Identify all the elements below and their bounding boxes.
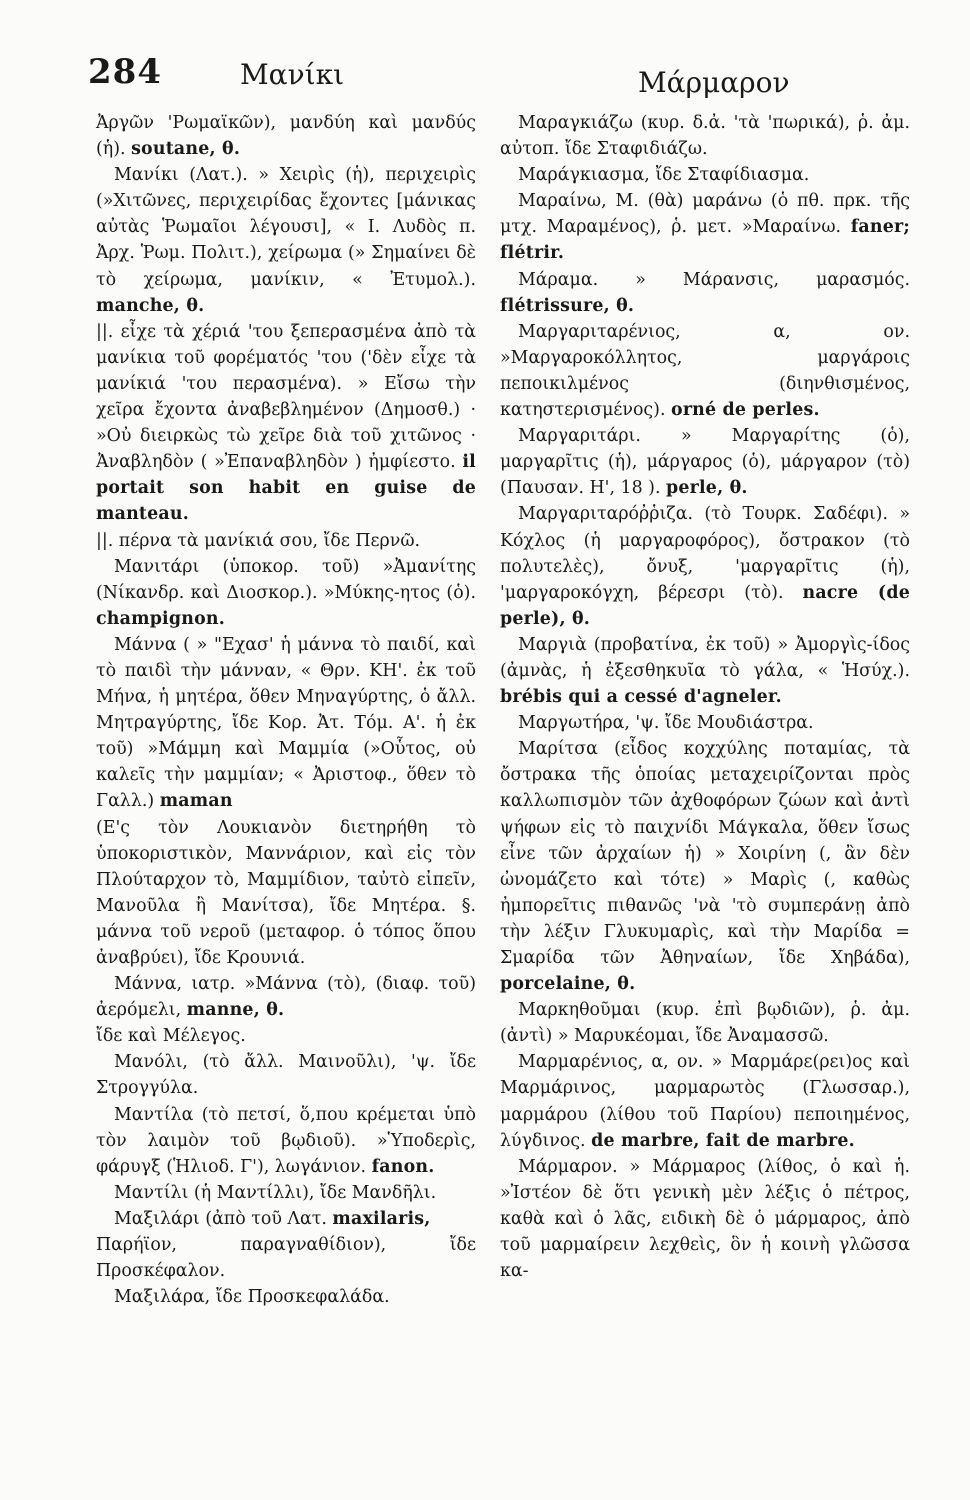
- dictionary-entry: [96, 1023, 476, 1049]
- entry-text: Παρήϊον, παραγναθίδιον), ἴδε Προσκέφαλον.: [96, 1235, 476, 1282]
- french-gloss: fanon.: [371, 1156, 435, 1177]
- dictionary-entry: [96, 319, 476, 528]
- dictionary-entry: [500, 997, 910, 1049]
- entry-text: Μαρίτσα (εἶδος κοχχύλης ποταμίας, τὰ ὄστρακα τῆς ὁποίας μεταχειρίζονται πρὸς καλλωπισμὸν τῶν ἀχθοφόρων ζώων καὶ ἀντὶ ψήφων εἰς τὸ παιχνίδι Μάγκαλα, ὅθεν ἴσως εἶνε τῶν ἀρχαίων ἡ) » Χοιρίνη (, ἂν δὲν ὠνομάζετο καὶ τότε) » Μαρὶς (, καθὼς ἠμπορεῖτις πιθανῶς 'νὰ 'τὸ συμπεράνῃ ἀπὸ τὴν λέξιν Γλυκυμαρὶς, καὶ τὴν Μαρίδα = Σμαρίδα τῶν Ἀθηναίων, ἴδε Χηβάδα),: [500, 739, 910, 968]
- dictionary-entry: [96, 1284, 476, 1310]
- entry-text: ἴδε καὶ Μέλεγος.: [96, 1026, 246, 1047]
- french-gloss: flétrissure, θ.: [500, 295, 635, 316]
- entry-text: Μαρκηθοῦμαι (κυρ. ἐπὶ βῳδιῶν), ῥ. ἀμ. (ἀντὶ) » Μαρυκέομαι, ἴδε Ἀναμασσῶ.: [500, 1000, 910, 1047]
- entry-text: Μαξιλάρα, ἴδε Προσκεφαλάδα.: [114, 1287, 390, 1308]
- entry-text: Μάννα ( » "Εχασ' ἡ μάννα τὸ παιδί, καὶ τὸ παιδὶ τὴν μάνναν, « Θρν. ΚΗ'. ἐκ τοῦ Μήνα, ἡ μητέρα, ὅθεν Μηναγύρτης, ὁ ἄλλ. Μητραγύρτης, ἴδε Κορ. Ἀτ. Τόμ. Α'. ἡ ἐκ τοῦ) »Μάμμη καὶ Μαμμία (»Οὗτος, οὐ καλεῖς τὴν μαμμίαν; « Ἀριστοφ., ὅθεν τὸ Γαλλ.): [96, 634, 476, 812]
- french-gloss: manche, θ.: [96, 295, 205, 316]
- french-gloss: perle, θ.: [666, 478, 748, 499]
- entry-text: Μανόλι, (τὸ ἄλλ. Μαινοῦλι), 'ψ. ἴδε Στρογγύλα.: [96, 1052, 476, 1099]
- entry-text: Μαργαριταρένιος, α, ον. »Μαργαροκόλλητος, μαργάροις πεποικιλμένος (διηνθισμένος, κατηστερισμένος).: [500, 321, 910, 421]
- dictionary-entry: [500, 188, 910, 266]
- entry-text: Μαξιλάρι (ἀπὸ τοῦ Λατ.: [114, 1208, 327, 1229]
- page-header: [0, 0, 970, 110]
- right-running-head: Μάρμαρον: [638, 66, 790, 99]
- dictionary-entry: [96, 554, 476, 632]
- dictionary-entry: [96, 162, 476, 319]
- left-running-head: Μανίκι: [240, 58, 345, 91]
- page-number: 284: [88, 52, 162, 92]
- dictionary-entry: [96, 971, 476, 1023]
- dictionary-entry: [96, 1102, 476, 1180]
- entry-text: Ἀργῶν 'Ρωμαϊκῶν), μανδύη καὶ μανδύς (ἡ).: [96, 113, 476, 160]
- entry-text: Μάραμα. » Μάρανσις, μαρασμός.: [518, 269, 910, 290]
- dictionary-entry: [96, 528, 476, 554]
- entry-text: Μαντίλα (τὸ πετσί, ὅ,που κρέμεται ὑπὸ τὸν λαιμὸν τοῦ βῳδιοῦ). »Ὑποδερὶς, φάρυγξ (Ἡλιοδ. Γ'), λωγάνιον.: [96, 1104, 476, 1177]
- french-gloss: maxilaris,: [332, 1208, 431, 1229]
- entry-text: Μαρμαρένιος, α, ον. » Μαρμάρε(ρει)ος καὶ Μαρμάρινος, μαρμαρωτὸς (Γλωσσαρ.), μαρμάρου (λίθου τοῦ Παρίου) πεποιημένος, λύγδινος.: [500, 1052, 910, 1151]
- french-gloss: manne, θ.: [186, 1000, 285, 1021]
- dictionary-entry: [500, 632, 910, 710]
- dictionary-entry: [500, 267, 910, 319]
- entry-text: Μαραγκιάζω (κυρ. δ.ἀ. 'τὰ 'πωρικά), ῥ. ἀμ. αὐτοπ. ἴδε Σταφιδιάζω.: [500, 113, 910, 160]
- dictionary-entry: [96, 1049, 476, 1101]
- entry-text: Μανίκι (Λατ.). » Χειρὶς (ἡ), περιχειρὶς (»Χιτῶνες, περιχειρίδας ἔχοντες [μάνικας αὐτὰς Ῥωμαῖοι λέγουσι], « Ι. Λυδὸς π. Ἀρχ. Ῥωμ. Πολιτ.), χείρωμα (» Σημαίνει δὲ τὸ χείρωμα, μανίκιν, « Ἐτυμολ.).: [96, 165, 476, 290]
- entry-text: Μαντίλι (ἡ Μαντίλλι), ἴδε Μανδῆλι.: [114, 1182, 437, 1203]
- entry-text: Μαργαριταρόῤῥιζα. (τὸ Τουρκ. Σαδέφι). » Κόχλος (ἡ μαργαροφόρος), ὄστρακον (τὸ πολυτελὲς), ὄνυξ, 'μαργαρῖτις (ἡ), 'μαργαροκόγχη, βέρεσρι (τὸ).: [500, 504, 910, 603]
- dictionary-entry: [96, 815, 476, 972]
- dictionary-entry: [96, 1180, 476, 1206]
- dictionary-entry: [96, 110, 476, 162]
- dictionary-entry: [96, 1206, 476, 1232]
- entry-text: (Ε'ς τὸν Λουκιανὸν διετηρήθη τὸ ὑποκοριστικὸν, Μαννάριον, καὶ εἰς τὸν Πλούταρχον τὸ, Μαμμίδιον, ταὐτὸ εἰπεῖν, Μανοῦλα ἢ Μανίτσα), ἴδε Μητέρα. §. μάννα τοῦ νεροῦ (μεταφορ. ὁ τόπος ὅπου ἀναβρύει), ἴδε Κρουνιά.: [96, 817, 476, 968]
- french-gloss: maman: [159, 791, 233, 812]
- dictionary-entry: [500, 710, 910, 736]
- entry-text: Μάννα, ιατρ. »Μάννα (τὸ), (διαφ. τοῦ) ἀερόμελι,: [96, 974, 476, 1021]
- french-gloss: il portait son habit en guise de manteau.: [96, 452, 476, 525]
- entry-text: ||. εἶχε τὰ χέριά 'του ξεπερασμένα ἀπὸ τὰ μανίκια τοῦ φορέματός 'του ('δὲν εἶχε τὰ μανίκιά 'του περασμένα). » Εἴσω τὴν χεῖρα ἔχοντα ἀναβεβλημένον (Δημοσθ.) · »Οὐ διειρκὼς τὼ χεῖρε διὰ τοῦ χιτῶνος · Ἀναβληδὸν ( »Ἐπαναβληδὸν ) ἠμφίεστο.: [96, 321, 476, 473]
- french-gloss: soutane, θ.: [131, 139, 241, 160]
- entry-text: Μανιτάρι (ὑποκορ. τοῦ) »Ἀμανίτης (Νίκανδρ. καὶ Διοσκορ.). »Μύκης-ητος (ὁ).: [96, 556, 476, 603]
- dictionary-entry: [500, 423, 910, 501]
- french-gloss: nacre (de perle), θ.: [500, 582, 910, 629]
- french-gloss: champignon.: [96, 608, 225, 629]
- dictionary-entry: [96, 1232, 476, 1284]
- left-column: [96, 110, 476, 1310]
- french-gloss: de marbre, fait de marbre.: [591, 1130, 855, 1151]
- dictionary-entry: [500, 162, 910, 188]
- entry-text: Μάρμαρον. » Μάρμαρος (λίθος, ὁ καὶ ἡ. »Ἰστέον δὲ ὅτι γενικὴ μὲν λέξις ὁ πέτρος, καθὰ καὶ ὁ λᾶς, ειδικὴ δὲ ὁ μάρμαρος, ἀπὸ τοῦ μαρμαίρειν λεχθεὶς, ὃν ἡ κοινὴ γλῶσσα κα-: [500, 1156, 910, 1282]
- entry-text: Μαράγκιασμα, ἴδε Σταφίδιασμα.: [518, 165, 810, 186]
- dictionary-entry: [96, 632, 476, 815]
- entry-text: Μαργιὰ (προβατίνα, ἐκ τοῦ) » Ἀμοργὶς-ίδος (ἀμνὰς, ἡ ἐξεσθηκυῖα τὸ γάλα, « Ἡσύχ.).: [500, 634, 910, 681]
- dictionary-entry: [500, 736, 910, 997]
- right-column: [500, 110, 910, 1284]
- entry-text: Μαραίνω, Μ. (θὰ) μαράνω (ὁ πθ. πρκ. τῆς μτχ. Μαραμένος), ῥ. μετ. »Μαραίνω.: [500, 191, 910, 238]
- dictionary-entry: [500, 319, 910, 423]
- dictionary-entry: [500, 1049, 910, 1153]
- dictionary-entry: [500, 1154, 910, 1284]
- french-gloss: orné de perles.: [671, 400, 820, 421]
- dictionary-entry: [500, 501, 910, 631]
- entry-text: ||. πέρνα τὰ μανίκιά σου, ἴδε Περνῶ.: [96, 530, 421, 551]
- french-gloss: brébis qui a cessé d'agneler.: [500, 687, 782, 708]
- entry-text: Μαργαριτάρι. » Μαργαρίτης (ὁ), μαργαρῖτις (ἡ), μάργαρος (ὁ), μάργαρον (τὸ) (Παυσαν. Η', 18 ).: [500, 426, 910, 499]
- french-gloss: faner; flétrir.: [500, 217, 910, 264]
- dictionary-entry: [500, 110, 910, 162]
- french-gloss: porcelaine, θ.: [500, 974, 636, 995]
- entry-text: Μαργωτήρα, 'ψ. ἴδε Μουδιάστρα.: [518, 713, 814, 734]
